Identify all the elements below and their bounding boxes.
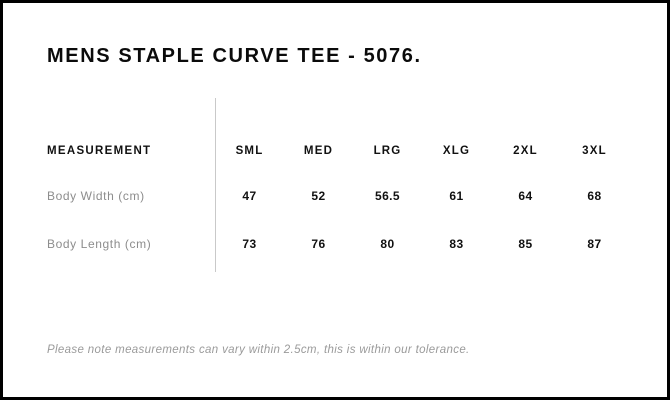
- row-label-body-length: Body Length (cm): [47, 237, 152, 251]
- cell-body-length-2xl: 85: [518, 237, 533, 251]
- column-divider: [215, 98, 216, 272]
- cell-body-length-lrg: 80: [380, 237, 395, 251]
- cell-body-width-med: 52: [311, 189, 326, 203]
- cell-body-length-sml: 73: [242, 237, 257, 251]
- column-header-size-lrg: LRG: [373, 145, 402, 157]
- cell-body-length-xlg: 83: [449, 237, 464, 251]
- header-row: [47, 130, 629, 172]
- table-row: [47, 220, 629, 268]
- table-body: [47, 172, 629, 268]
- cell-body-length-med: 76: [311, 237, 326, 251]
- page-title: MENS STAPLE CURVE TEE - 5076.: [47, 45, 422, 67]
- cell-body-width-2xl: 64: [518, 189, 533, 203]
- column-header-size-2xl: 2XL: [513, 145, 538, 157]
- column-header-size-xlg: XLG: [442, 145, 471, 157]
- column-header-size-3xl: 3XL: [582, 145, 607, 157]
- cell-body-width-xlg: 61: [449, 189, 464, 203]
- card-content: [3, 3, 667, 397]
- cell-body-width-3xl: 68: [587, 189, 602, 203]
- cell-body-width-sml: 47: [242, 189, 257, 203]
- size-table: [47, 130, 629, 268]
- cell-body-width-lrg: 56.5: [375, 189, 400, 203]
- row-label-body-width: Body Width (cm): [47, 189, 145, 203]
- column-header-size-sml: SML: [235, 145, 264, 157]
- tolerance-note: Please note measurements can vary within 2.5cm, this is within our tolerance.: [47, 344, 470, 356]
- table-header: [47, 130, 629, 172]
- size-table-container: [47, 130, 623, 268]
- table-row: [47, 172, 629, 220]
- cell-body-length-3xl: 87: [587, 237, 602, 251]
- column-header-measurement: MEASUREMENT: [47, 145, 152, 157]
- column-header-size-med: MED: [303, 145, 334, 157]
